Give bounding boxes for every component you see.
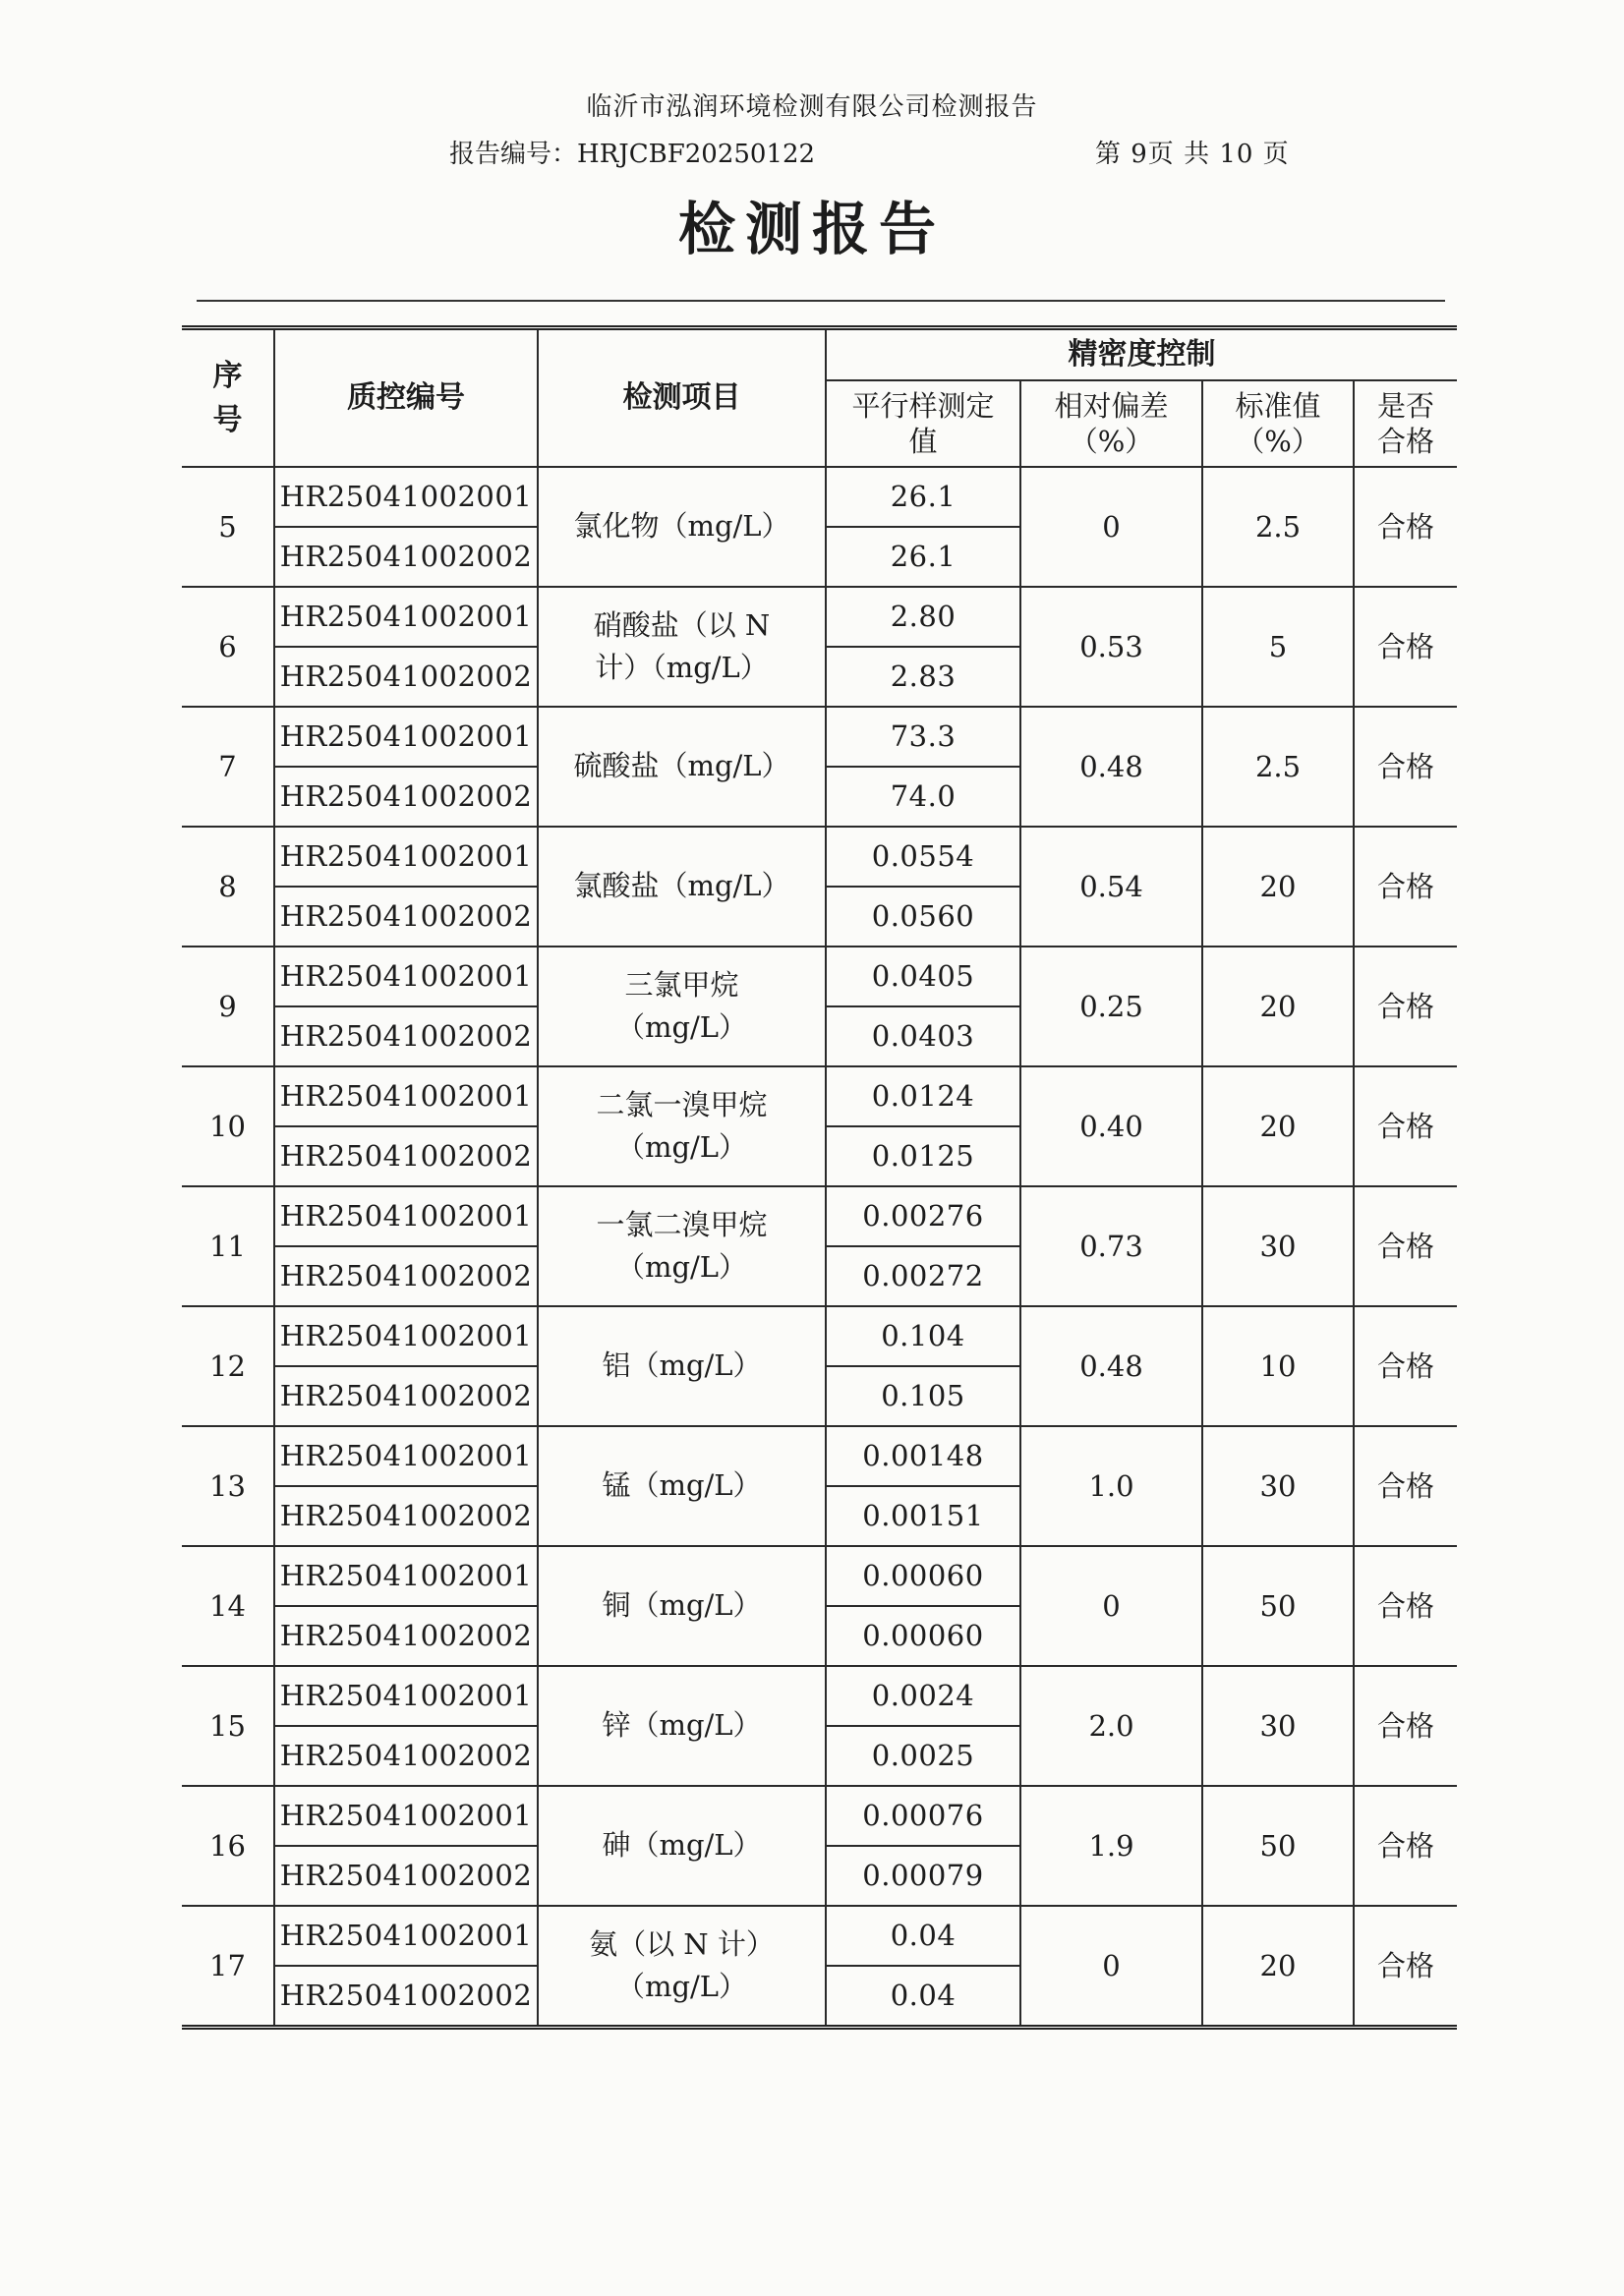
cell-test-item [538,587,826,707]
cell-parallel-value: 0.0025 [826,1726,1020,1786]
cell-parallel-value: 0.105 [826,1366,1020,1426]
cell-qc-no: HR25041002002 [274,647,538,707]
cell-qc-no: HR25041002002 [274,1246,538,1306]
cell-seq: 14 [182,1546,274,1666]
cell-qc-no: HR25041002002 [274,1846,538,1906]
cell-relative-deviation: 0 [1020,1546,1202,1666]
cell-seq: 7 [182,707,274,827]
table-row [182,947,1457,1006]
cell-relative-deviation: 1.9 [1020,1786,1202,1906]
cell-parallel-value: 0.00272 [826,1246,1020,1306]
cell-qc-no: HR25041002002 [274,1606,538,1666]
cell-pass-verdict: 合格 [1354,1306,1457,1426]
cell-standard-value: 20 [1202,1066,1354,1186]
cell-parallel-value: 0.00148 [826,1426,1020,1486]
cell-pass-verdict: 合格 [1354,1906,1457,2028]
cell-qc-no: HR25041002001 [274,1786,538,1846]
cell-parallel-value: 0.0024 [826,1666,1020,1726]
cell-qc-no: HR25041002002 [274,527,538,587]
report-number [449,134,815,170]
cell-qc-no: HR25041002001 [274,1186,538,1246]
table-row [182,467,1457,527]
cell-test-item [538,1066,826,1186]
cell-parallel-value: 0.04 [826,1906,1020,1966]
cell-seq: 16 [182,1786,274,1906]
cell-standard-value: 30 [1202,1186,1354,1306]
column-header-pass [1354,380,1457,467]
cell-qc-no: HR25041002002 [274,1726,538,1786]
cell-relative-deviation: 0 [1020,1906,1202,2028]
cell-standard-value: 5 [1202,587,1354,707]
cell-test-item-label: 二氯一溴甲烷（mg/L） [596,1087,768,1164]
cell-test-item [538,1186,826,1306]
cell-seq: 10 [182,1066,274,1186]
cell-test-item [538,1546,826,1666]
table-header [182,328,1457,468]
cell-qc-no: HR25041002002 [274,1486,538,1546]
table-row [182,1546,1457,1606]
cell-relative-deviation: 0 [1020,467,1202,587]
cell-qc-no: HR25041002001 [274,947,538,1006]
cell-test-item [538,1786,826,1906]
cell-test-item [538,1666,826,1786]
cell-test-item-label: 氯酸盐（mg/L） [573,869,790,903]
cell-seq: 8 [182,827,274,947]
cell-test-item-label: 氨（以 N 计）（mg/L） [589,1926,775,2003]
table-row [182,827,1457,887]
report-number-value: HRJCBF20250122 [577,140,816,169]
cell-relative-deviation: 0.53 [1020,587,1202,707]
cell-seq: 9 [182,947,274,1066]
cell-test-item [538,467,826,587]
table-row [182,1186,1457,1246]
cell-parallel-value: 0.04 [826,1966,1020,2028]
cell-standard-value: 30 [1202,1426,1354,1546]
cell-test-item-label: 锌（mg/L） [602,1708,762,1743]
cell-standard-value: 2.5 [1202,707,1354,827]
cell-parallel-value: 0.00076 [826,1786,1020,1846]
cell-relative-deviation: 0.48 [1020,1306,1202,1426]
cell-test-item-label: 铜（mg/L） [602,1588,762,1623]
cell-parallel-value: 73.3 [826,707,1020,767]
table-body [182,467,1457,2028]
cell-relative-deviation: 0.54 [1020,827,1202,947]
cell-test-item-label: 硝酸盐（以 N 计）（mg/L） [593,607,771,684]
cell-parallel-value: 2.80 [826,587,1020,647]
cell-parallel-value: 0.00276 [826,1186,1020,1246]
cell-seq: 15 [182,1666,274,1786]
cell-test-item [538,947,826,1066]
cell-parallel-value: 2.83 [826,647,1020,707]
cell-test-item [538,1306,826,1426]
column-header-standard-label: 标准值（%） [1235,388,1321,458]
cell-standard-value: 20 [1202,1906,1354,2028]
cell-test-item [538,1906,826,2028]
table-row [182,1906,1457,1966]
cell-pass-verdict: 合格 [1354,1546,1457,1666]
cell-parallel-value: 0.0560 [826,887,1020,947]
cell-parallel-value: 0.0405 [826,947,1020,1006]
cell-standard-value: 10 [1202,1306,1354,1426]
cell-test-item-label: 氯化物（mg/L） [573,509,790,544]
column-header-rel-dev [1020,380,1202,467]
precision-control-table [182,325,1457,2030]
document-title: 检测报告 [677,196,946,262]
cell-standard-value: 50 [1202,1786,1354,1906]
cell-qc-no: HR25041002001 [274,1066,538,1126]
table-row [182,1426,1457,1486]
cell-seq: 5 [182,467,274,587]
table-row [182,1786,1457,1846]
column-header-standard [1202,380,1354,467]
cell-parallel-value: 0.104 [826,1306,1020,1366]
cell-parallel-value: 0.0125 [826,1126,1020,1186]
cell-pass-verdict: 合格 [1354,1426,1457,1546]
cell-qc-no: HR25041002002 [274,1006,538,1066]
cell-qc-no: HR25041002002 [274,1366,538,1426]
column-group-precision-control: 精密度控制 [826,328,1457,381]
cell-standard-value: 50 [1202,1546,1354,1666]
cell-parallel-value: 0.0403 [826,1006,1020,1066]
cell-relative-deviation: 2.0 [1020,1666,1202,1786]
cell-test-item-label: 铝（mg/L） [602,1349,762,1383]
cell-pass-verdict: 合格 [1354,1786,1457,1906]
cell-test-item [538,707,826,827]
cell-qc-no: HR25041002002 [274,887,538,947]
cell-pass-verdict: 合格 [1354,467,1457,587]
cell-parallel-value: 0.00060 [826,1606,1020,1666]
cell-relative-deviation: 0.25 [1020,947,1202,1066]
cell-relative-deviation: 0.73 [1020,1186,1202,1306]
cell-qc-no: HR25041002001 [274,1426,538,1486]
cell-qc-no: HR25041002001 [274,587,538,647]
column-header-qc-no: 质控编号 [274,328,538,468]
cell-qc-no: HR25041002001 [274,1306,538,1366]
cell-relative-deviation: 1.0 [1020,1426,1202,1546]
cell-qc-no: HR25041002002 [274,1126,538,1186]
cell-seq: 13 [182,1426,274,1546]
table-row [182,1066,1457,1126]
cell-seq: 12 [182,1306,274,1426]
cell-pass-verdict: 合格 [1354,827,1457,947]
cell-test-item-label: 硫酸盐（mg/L） [573,749,790,783]
cell-test-item-label: 锰（mg/L） [602,1468,762,1503]
column-header-parallel [826,380,1020,467]
cell-parallel-value: 0.00079 [826,1846,1020,1906]
company-report-heading: 临沂市泓润环境检测有限公司检测报告 [586,92,1038,122]
cell-qc-no: HR25041002002 [274,767,538,827]
cell-qc-no: HR25041002002 [274,1966,538,2028]
cell-test-item [538,1426,826,1546]
table-row [182,707,1457,767]
cell-pass-verdict: 合格 [1354,587,1457,707]
cell-qc-no: HR25041002001 [274,1906,538,1966]
cell-parallel-value: 0.0124 [826,1066,1020,1126]
cell-seq: 6 [182,587,274,707]
cell-standard-value: 30 [1202,1666,1354,1786]
cell-seq: 11 [182,1186,274,1306]
cell-standard-value: 20 [1202,947,1354,1066]
cell-qc-no: HR25041002001 [274,1666,538,1726]
cell-pass-verdict: 合格 [1354,947,1457,1066]
cell-pass-verdict: 合格 [1354,707,1457,827]
cell-test-item [538,827,826,947]
cell-qc-no: HR25041002001 [274,1546,538,1606]
cell-parallel-value: 0.0554 [826,827,1020,887]
cell-test-item-label: 一氯二溴甲烷（mg/L） [596,1207,768,1284]
cell-pass-verdict: 合格 [1354,1666,1457,1786]
column-header-parallel-label: 平行样测定值 [851,388,995,458]
cell-parallel-value: 26.1 [826,467,1020,527]
table-row [182,1306,1457,1366]
title-divider [197,300,1445,302]
header-row-1 [182,328,1457,381]
cell-relative-deviation: 0.40 [1020,1066,1202,1186]
column-header-seq [182,328,274,468]
cell-parallel-value: 0.00151 [826,1486,1020,1546]
column-header-pass-label: 是否合格 [1376,388,1434,458]
page-indicator: 第 9页 共 10 页 [1095,140,1290,169]
cell-test-item-label: 三氯甲烷（mg/L） [615,967,748,1044]
cell-pass-verdict: 合格 [1354,1186,1457,1306]
cell-seq: 17 [182,1906,274,2028]
cell-parallel-value: 0.00060 [826,1546,1020,1606]
column-header-rel-dev-label: 相对偏差（%） [1054,388,1169,458]
table-row [182,1666,1457,1726]
cell-parallel-value: 74.0 [826,767,1020,827]
cell-pass-verdict: 合格 [1354,1066,1457,1186]
table-row [182,587,1457,647]
cell-standard-value: 20 [1202,827,1354,947]
cell-standard-value: 2.5 [1202,467,1354,587]
column-header-item: 检测项目 [538,328,826,468]
cell-test-item-label: 砷（mg/L） [602,1828,762,1863]
cell-qc-no: HR25041002001 [274,707,538,767]
column-header-seq-label: 序号 [212,359,243,437]
cell-qc-no: HR25041002001 [274,827,538,887]
cell-qc-no: HR25041002001 [274,467,538,527]
report-number-label: 报告编号： [449,140,578,169]
cell-parallel-value: 26.1 [826,527,1020,587]
cell-relative-deviation: 0.48 [1020,707,1202,827]
